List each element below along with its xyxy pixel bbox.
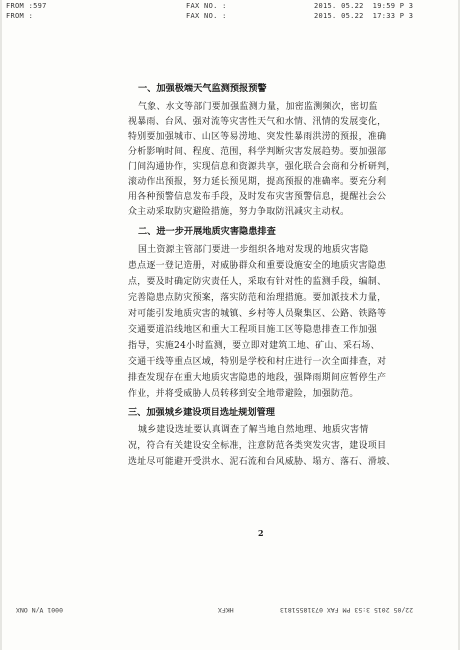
paragraph-line: 用各种预警信息发布手段，及时发布灾害预警信息，提醒社会公	[128, 192, 387, 202]
paragraph-line: 指导，实施24小时监测，要立即对建筑工地、矿山、采石场、	[128, 341, 380, 351]
paragraph-line: 滚动作出预报，努力延长预见期，提高预报的准确率。要充分利	[128, 177, 387, 187]
paragraph-line: 选址尽可能避开受洪水、泥石流和台风威胁、塌方、落石、滑坡、	[128, 457, 396, 467]
paragraph-line: 对可能引发地质灾害的城镇、乡村等人员聚集区、公路、铁路等	[128, 309, 387, 319]
paragraph-line: 患点逐一登记造册，对威胁群众和重要设施安全的地质灾害隐患	[128, 261, 387, 271]
scan-edge-left	[0, 0, 2, 650]
paragraph-line: 门间沟通协作，实现信息和资源共享，强化联合会商和分析研判，	[128, 162, 396, 172]
fax-timestamp-line-2: 2015. 05.22 17:33 P 3	[314, 12, 414, 20]
paragraph-line: 气象、水文等部门要加强监测力量，加密监测频次，密切监	[138, 102, 378, 112]
paragraph-line: 作业，并将受威胁人员转移到安全地带避险，加强防范。	[128, 389, 359, 399]
paragraph-line: 排查发现存在重大地质灾害隐患的地段，强降雨期间应暂停生产	[128, 373, 387, 383]
paragraph-line: 完善隐患点防灾预案，落实防范和治理措施。要加派技术力量，	[128, 293, 387, 303]
section-heading: 三、加强城乡建设项目选址规划管理	[128, 407, 275, 418]
paragraph-line: 特别要加强城市、山区等易涝地、突发性暴雨洪涝的预报，准确	[128, 132, 387, 142]
fax-from-line-1: FROM :597	[6, 2, 47, 10]
paragraph-line: 国土资源主管部门要进一步组织各地对发现的地质灾害隐	[138, 245, 369, 255]
paragraph-line: 城乡建设选址要认真调查了解当地自然地理、地质灾害情	[138, 425, 369, 435]
paragraph-line: 视暴雨、台风、强对流等灾害性天气和水情、汛情的发展变化，	[128, 117, 387, 127]
paragraph-line: 交通要道沿线地区和重大工程项目施工区等隐患排查工作加强	[128, 325, 378, 335]
fax-number-line-2: FAX NO. :	[186, 12, 227, 20]
fax-footer-center-text: HKFX	[218, 606, 234, 614]
paragraph-line: 众主动采取防灾避险措施，努力争取防汛减灾主动权。	[128, 207, 350, 217]
section-heading: 一、加强极端天气监测预报预警	[138, 83, 267, 94]
page-number: 2	[258, 528, 264, 538]
fax-footer-left-text: 0001 ∀/N ONX	[16, 606, 63, 614]
fax-number-line-1: FAX NO. :	[186, 2, 227, 10]
fax-header	[0, 0, 460, 26]
paragraph-line: 分析影响时间、程度、范围，科学判断灾害发展趋势。要加强部	[128, 147, 387, 157]
fax-from-line-2: FROM :	[6, 12, 34, 20]
document-body	[128, 58, 394, 598]
paragraph-line: 况，符合有关建设安全标准，注意防范各类突发灾害，建设项目	[128, 441, 387, 451]
fax-timestamp-line-1: 2015. 05.22 19:59 P 3	[314, 2, 414, 10]
fax-footer-right-text: 22/05 2015 3:53 PM FAX 07318551813	[280, 606, 414, 614]
paragraph-line: 交通干线等重点区域，特别是学校和村庄进行一次全面排查，对	[128, 357, 387, 367]
section-heading: 二、进一步开展地质灾害隐患排查	[138, 226, 276, 237]
paragraph-line: 点，要及时确定防灾责任人，采取有针对性的监测手段，编制、	[128, 277, 387, 287]
fax-footer-rotated	[0, 578, 460, 650]
